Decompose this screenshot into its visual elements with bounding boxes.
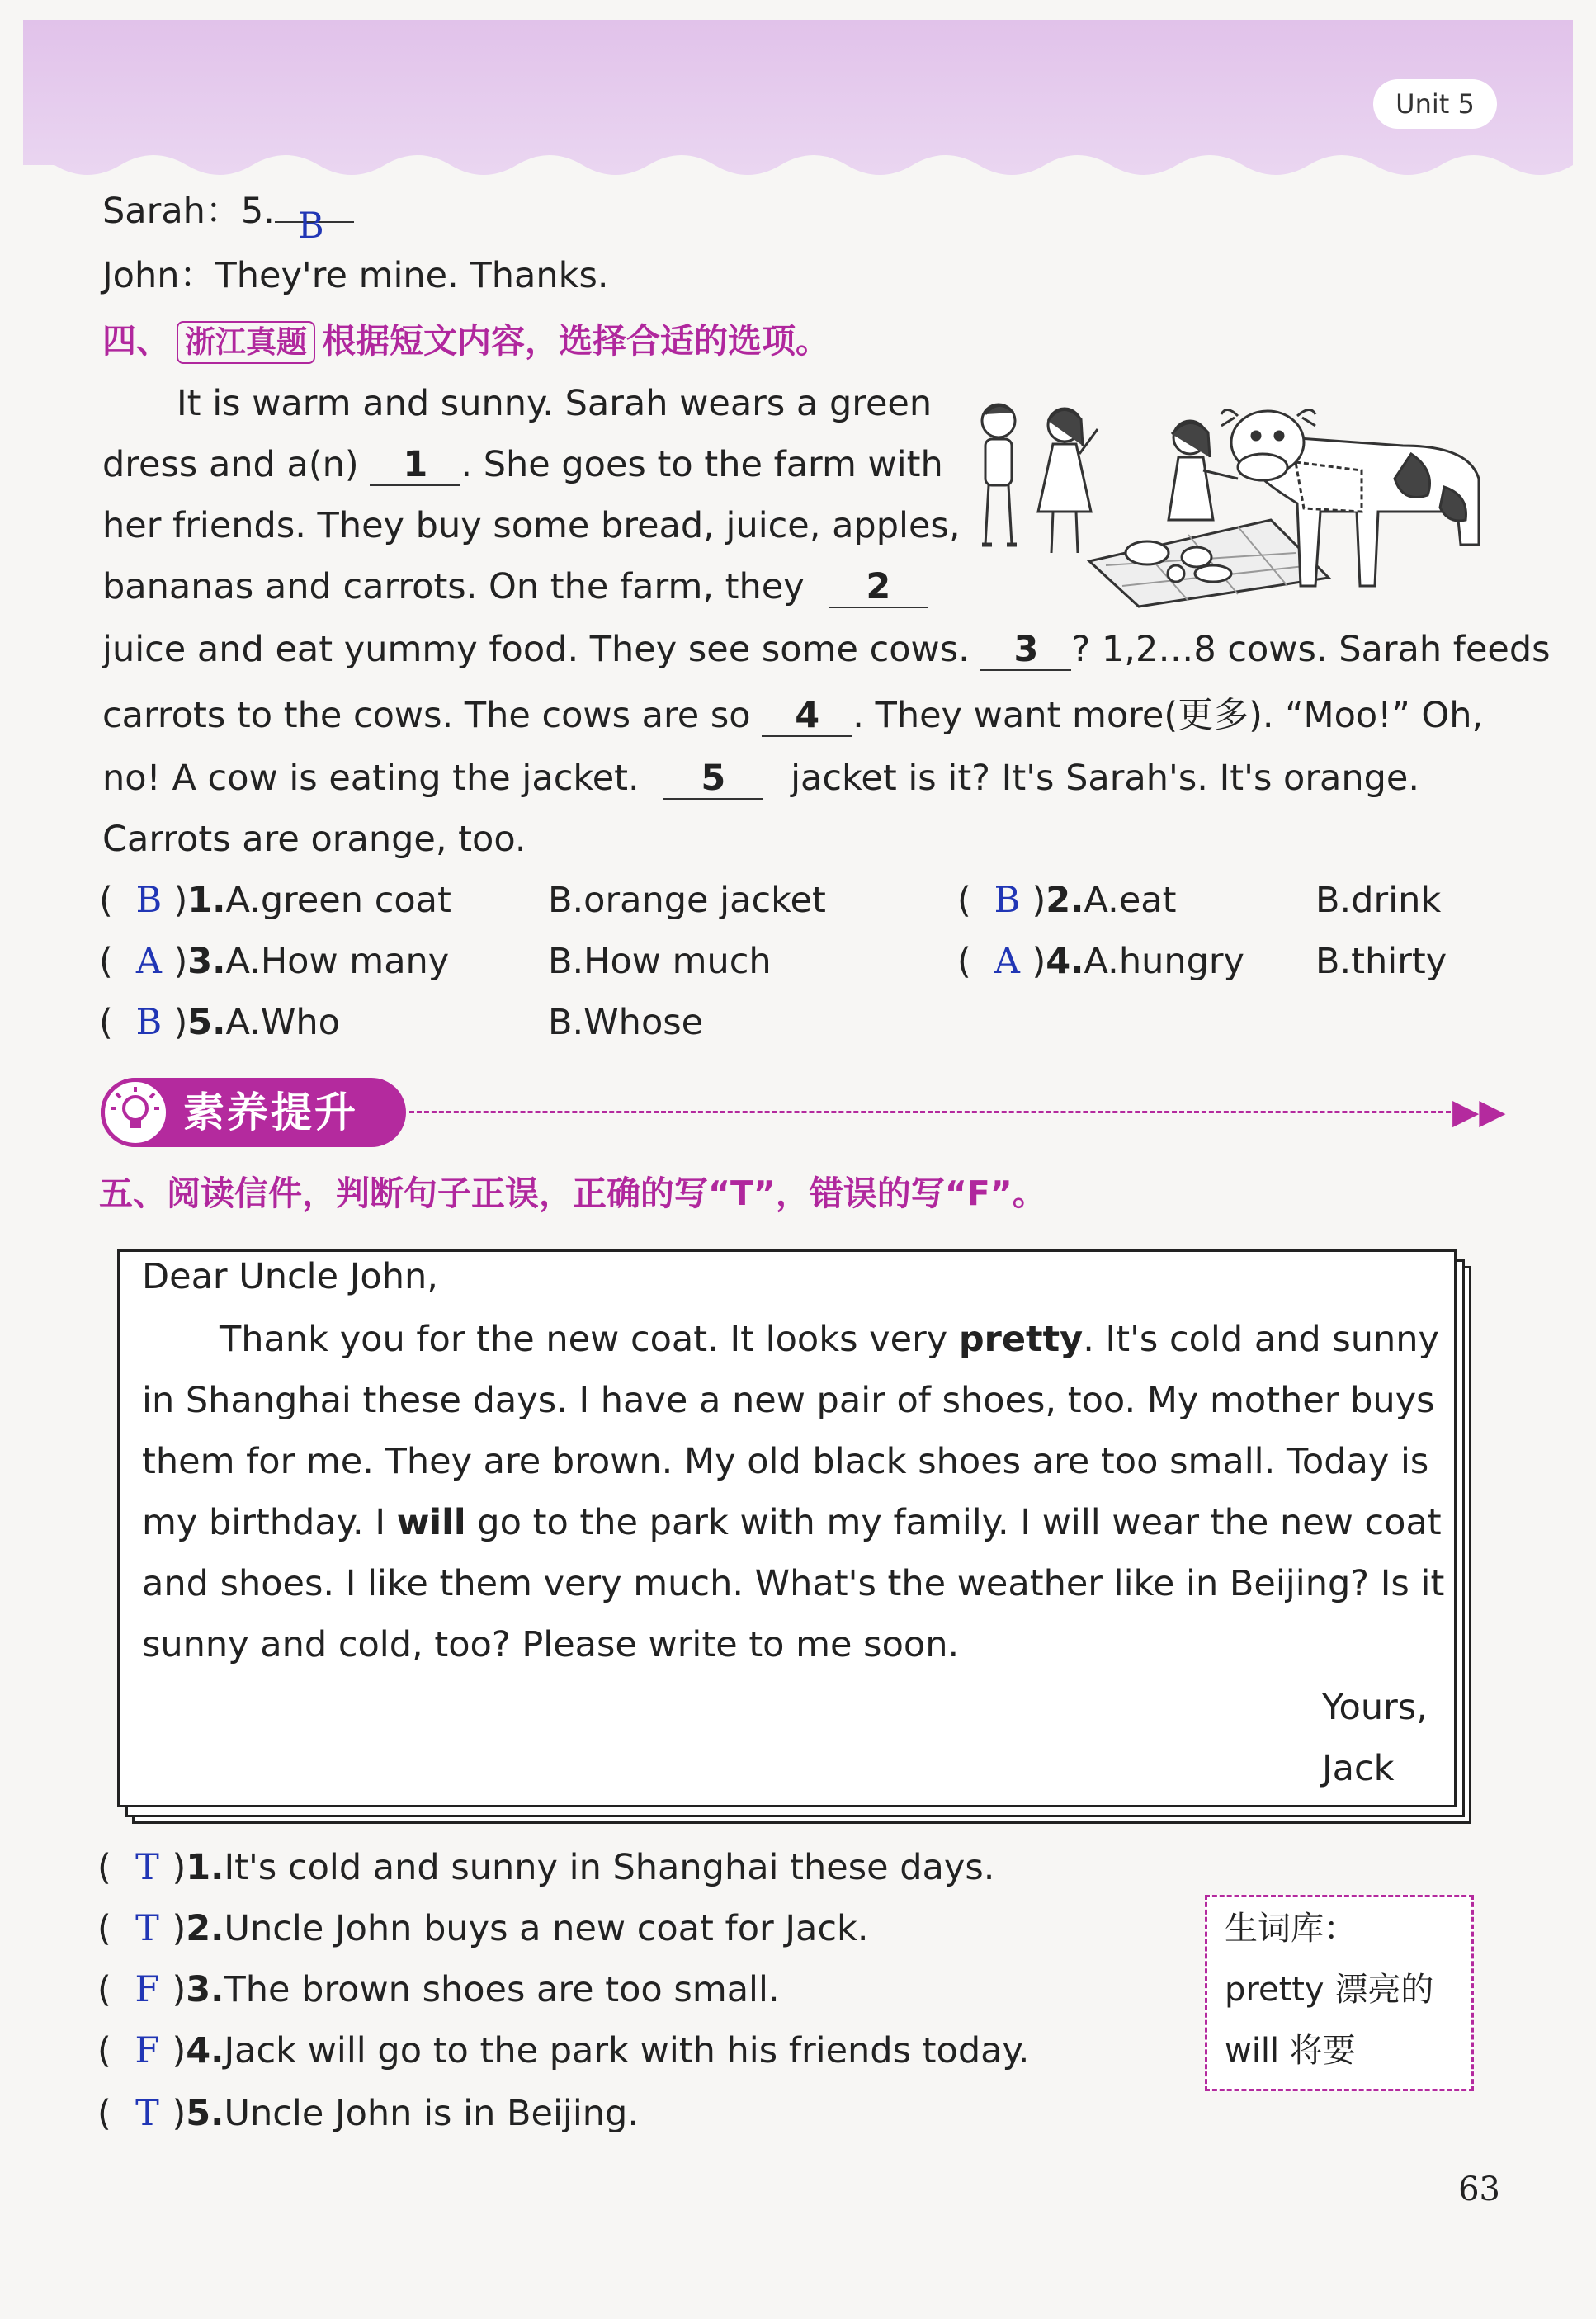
letter-line-2: in Shanghai these days. I have a new pair of shoes, too. My mother buys xyxy=(142,1380,1435,1421)
option-b-q4: B.thirty xyxy=(1315,941,1447,982)
option-a: A.hungry xyxy=(1084,941,1245,982)
passage-text: dress and a(n) xyxy=(102,444,359,485)
answer-s4[interactable]: F xyxy=(135,2030,160,2071)
blank-2[interactable]: 2 xyxy=(829,567,928,608)
section4-number: 四、 xyxy=(102,321,170,361)
letter-greeting: Dear Uncle John, xyxy=(142,1256,438,1297)
answer-q5[interactable]: B xyxy=(135,1002,163,1043)
vocab-word-1: pretty 漂亮的 xyxy=(1225,1971,1434,2009)
letter-text: go to the park with my family. I will wear the new coat xyxy=(465,1502,1442,1543)
passage-line-1: It is warm and sunny. Sarah wears a green xyxy=(177,383,933,424)
option-a: A.How many xyxy=(225,941,450,982)
passage-text: carrots to the cows. The cows are so xyxy=(102,695,751,736)
passage-line-3: her friends. They buy some bread, juice, apples, xyxy=(102,505,961,546)
statement-text: It's cold and sunny in Shanghai these days. xyxy=(224,1847,995,1888)
statement-number: 3. xyxy=(186,1969,224,2010)
section5-instruction: 五、阅读信件，判断句子正误，正确的写“T”，错误的写“F”。 xyxy=(99,1174,1046,1213)
statement-number: 4. xyxy=(186,2030,224,2071)
section4-title xyxy=(102,319,829,364)
answer-s5[interactable]: T xyxy=(135,2093,159,2134)
source-tag: 浙江真题 xyxy=(177,321,315,364)
passage-text: . They want more(更多). “Moo!” Oh, xyxy=(852,695,1484,736)
passage-line-2 xyxy=(102,442,943,487)
answer-blank-5[interactable] xyxy=(275,205,354,247)
passage-line-7 xyxy=(102,756,1419,801)
blank-5[interactable]: 5 xyxy=(663,758,763,800)
letter-closing: Yours, xyxy=(1322,1687,1428,1728)
passage-line-6 xyxy=(102,693,1483,738)
john-line: John：They're mine. Thanks. xyxy=(102,255,609,296)
banner-title: 素养提升 xyxy=(183,1089,358,1136)
passage-text: juice and eat yummy food. They see some cows. xyxy=(102,629,970,670)
statement-text: Jack will go to the park with his friends today. xyxy=(224,2030,1030,2071)
blank-4[interactable]: 4 xyxy=(762,696,852,737)
answer-q4[interactable]: A xyxy=(994,941,1020,982)
question-1: ( B )1.A.green coat xyxy=(99,880,451,921)
banner-divider xyxy=(409,1111,1451,1113)
letter-signature: Jack xyxy=(1322,1748,1395,1789)
answer-5: B xyxy=(297,205,324,247)
statement-text: Uncle John is in Beijing. xyxy=(224,2093,639,2134)
statement-1: ( T )1.It's cold and sunny in Shanghai these days. xyxy=(97,1847,995,1888)
letter-bold-word: will xyxy=(396,1502,466,1543)
section4-instruction: 根据短文内容，选择合适的选项。 xyxy=(322,321,829,361)
passage-line-8: Carrots are orange, too. xyxy=(102,819,526,860)
statement-3: ( F )3.The brown shoes are too small. xyxy=(97,1969,780,2010)
vocab-word-2: will 将要 xyxy=(1225,2032,1356,2070)
passage-line-5 xyxy=(102,627,1551,672)
answer-q1[interactable]: B xyxy=(135,880,163,921)
option-a: A.Who xyxy=(225,1002,340,1043)
sarah-line xyxy=(102,189,354,247)
answer-q2[interactable]: B xyxy=(994,880,1021,921)
option-b-q3: B.How much xyxy=(548,941,772,982)
unit-label: Unit 5 xyxy=(1373,79,1497,129)
answer-s3[interactable]: F xyxy=(135,1969,160,2010)
statement-number: 2. xyxy=(186,1908,224,1949)
blank-1[interactable]: 1 xyxy=(370,445,460,486)
question-number: 3. xyxy=(187,941,226,982)
sarah-label: Sarah：5. xyxy=(102,191,275,232)
page-number: 63 xyxy=(1458,2170,1500,2208)
double-arrow-icon: ▶▶ xyxy=(1452,1091,1506,1131)
blank-3[interactable]: 3 xyxy=(980,630,1071,671)
option-b-q1: B.orange jacket xyxy=(548,880,826,921)
question-number: 2. xyxy=(1046,880,1084,921)
question-3: ( A )3.A.How many xyxy=(99,941,450,982)
letter-line-4 xyxy=(142,1500,1442,1545)
letter-line-3: them for me. They are brown. My old black shoes are too small. Today is xyxy=(142,1441,1429,1482)
question-4: ( A )4.A.hungry xyxy=(957,941,1245,982)
letter-line-6: sunny and cold, too? Please write to me soon. xyxy=(142,1624,960,1665)
passage-text: . She goes to the farm with xyxy=(460,444,943,485)
answer-q3[interactable]: A xyxy=(135,941,162,982)
option-b-q2: B.drink xyxy=(1315,880,1442,921)
passage-text: ? 1,2…8 cows. Sarah feeds xyxy=(1071,629,1551,670)
vocab-title: 生词库： xyxy=(1225,1910,1357,1948)
question-2: ( B )2.A.eat xyxy=(957,880,1177,921)
option-b-q5: B.Whose xyxy=(548,1002,704,1043)
letter-line-1 xyxy=(220,1317,1439,1362)
lightbulb-icon xyxy=(101,1078,170,1147)
answer-s1[interactable]: T xyxy=(135,1847,159,1888)
statement-text: The brown shoes are too small. xyxy=(224,1969,780,2010)
statement-number: 5. xyxy=(186,2093,224,2134)
question-5: ( B )5.A.Who xyxy=(99,1002,340,1043)
question-number: 1. xyxy=(187,880,226,921)
passage-text: jacket is it? It's Sarah's. It's orange. xyxy=(791,758,1420,799)
statement-4: ( F )4.Jack will go to the park with his friends today. xyxy=(97,2030,1030,2071)
question-number: 4. xyxy=(1046,941,1084,982)
statement-text: Uncle John buys a new coat for Jack. xyxy=(224,1908,869,1949)
letter-text: my birthday. I xyxy=(142,1502,397,1543)
picnic-cow-illustration xyxy=(974,388,1502,611)
header-banner xyxy=(23,20,1573,185)
letter-line-5: and shoes. I like them very much. What's the weather like in Beijing? Is it xyxy=(142,1563,1445,1604)
option-a: A.eat xyxy=(1084,880,1177,921)
question-number: 5. xyxy=(187,1002,226,1043)
answer-s2[interactable]: T xyxy=(135,1908,159,1949)
letter-text: . It's cold and sunny xyxy=(1083,1319,1439,1360)
passage-line-4 xyxy=(102,564,928,609)
option-a: A.green coat xyxy=(225,880,451,921)
statement-2: ( T )2.Uncle John buys a new coat for Jack. xyxy=(97,1908,869,1949)
letter-text: Thank you for the new coat. It looks very xyxy=(220,1319,959,1360)
statement-number: 1. xyxy=(186,1847,224,1888)
passage-text: no! A cow is eating the jacket. xyxy=(102,758,640,799)
statement-5: ( T )5.Uncle John is in Beijing. xyxy=(97,2093,639,2134)
passage-text: bananas and carrots. On the farm, they xyxy=(102,566,805,607)
letter-bold-word: pretty xyxy=(958,1319,1084,1360)
